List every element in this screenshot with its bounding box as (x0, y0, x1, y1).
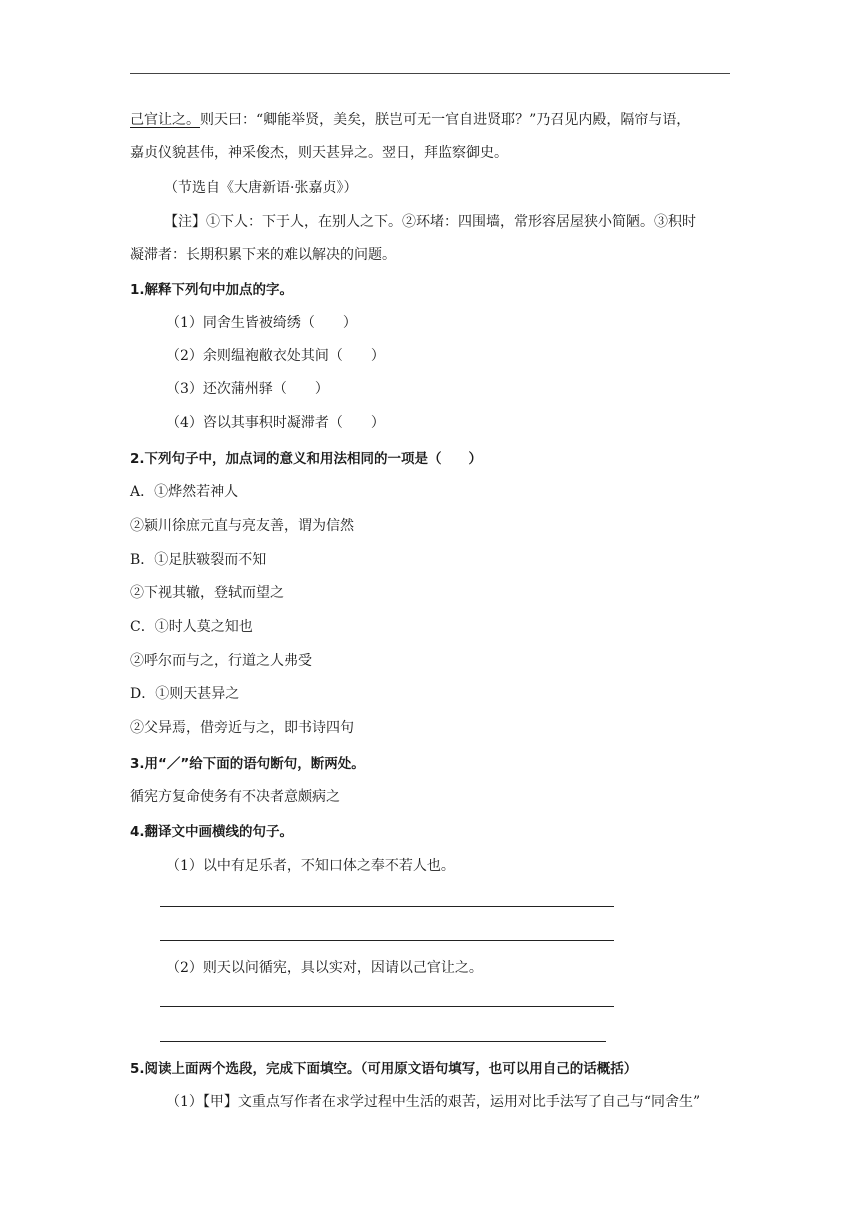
note-line-1: 【注】①下人：下于人，在别人之下。②环堵：四围墙，常形容居屋狭小简陋。③积时 (164, 214, 696, 230)
answer-blank-line[interactable] (160, 906, 614, 907)
question-4-item-2: （2）则天以问循宪，具以实对，因请以己官让之。 (166, 960, 483, 976)
question-1-item: （3）还次蒲州驿（ ） (166, 381, 329, 397)
question-3-title: 3.用“／”给下面的语句断句，断两处。 (130, 756, 365, 772)
question-2-option: ②父异焉，借旁近与之，即书诗四句 (130, 720, 354, 736)
note-line-2: 凝滞者：长期积累下来的难以解决的问题。 (130, 247, 396, 263)
question-2-option: D．①则天甚异之 (130, 686, 240, 702)
passage-line-1: 己官让之。则天曰：“卿能举贤，美矣，朕岂可无一官自进贤耶？”乃召见内殿，隔帘与语， (130, 112, 691, 128)
question-2-title: 2.下列句子中，加点词的意义和用法相同的一项是（ ） (130, 451, 483, 467)
header-rule (130, 73, 730, 74)
question-5-title: 5.阅读上面两个选段，完成下面填空。（可用原文语句填写，也可以用自己的话概括） (130, 1061, 638, 1077)
question-1-item: （4）咨以其事积时凝滞者（ ） (166, 415, 385, 431)
question-2-option: B．①足肤皲裂而不知 (130, 552, 267, 568)
answer-blank-line[interactable] (160, 1041, 606, 1042)
question-2-option: A．①烨然若神人 (130, 484, 239, 500)
question-2-option: C．①时人莫之知也 (130, 619, 253, 635)
question-2-option: ②呼尔而与之，行道之人弗受 (130, 653, 312, 669)
question-4-title: 4.翻译文中画横线的句子。 (130, 824, 294, 840)
question-5-item-1: （1）【甲】文重点写作者在求学过程中生活的艰苦，运用对比手法写了自己与“同舍生” (166, 1094, 701, 1110)
question-2-option: ②下视其辙，登轼而望之 (130, 585, 284, 601)
question-3-text: 循宪方复命使务有不决者意颇病之 (130, 789, 340, 805)
question-2-option: ②颍川徐庶元直与亮友善，谓为信然 (130, 518, 354, 534)
answer-blank-line[interactable] (160, 1006, 614, 1007)
answer-blank-line[interactable] (160, 940, 614, 941)
passage-line-2: 嘉贞仪貌甚伟，神采俊杰，则天甚异之。翌日，拜监察御史。 (130, 145, 508, 161)
question-4-item-1: （1）以中有足乐者，不知口体之奉不若人也。 (166, 858, 455, 874)
question-1-item: （2）余则缊袍敝衣处其间（ ） (166, 348, 385, 364)
source-citation: （节选自《大唐新语·张嘉贞》） (164, 180, 358, 196)
question-1-title: 1.解释下列句中加点的字。 (130, 282, 294, 298)
question-1-item: （1）同舍生皆被绮绣（ ） (166, 315, 357, 331)
underlined-sentence: 己官让之。 (130, 112, 200, 128)
